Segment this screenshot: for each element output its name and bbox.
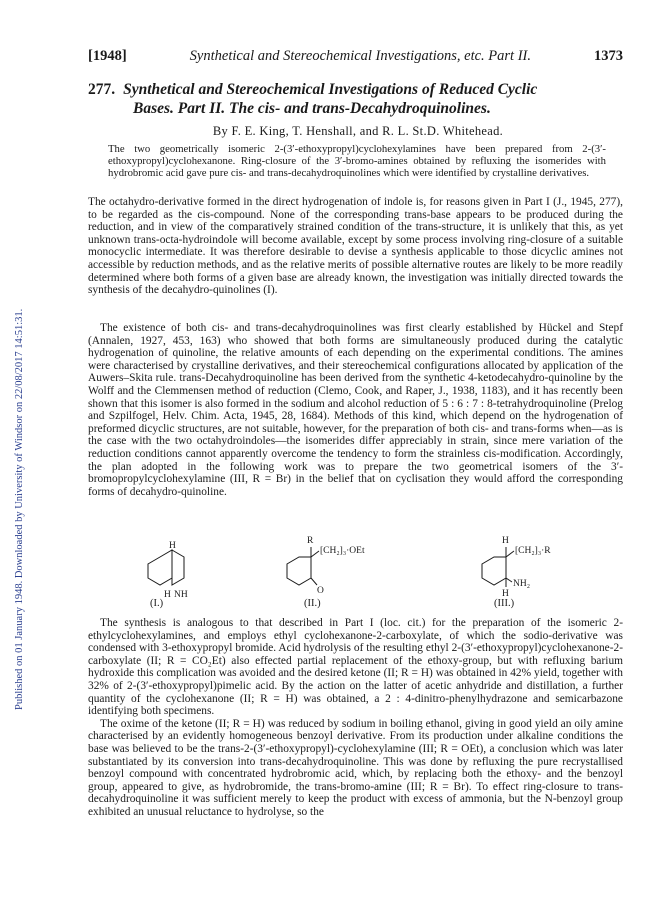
author-line: By F. E. King, T. Henshall, and R. L. St.D. Whitehead. xyxy=(212,124,504,138)
body-block-2 xyxy=(88,322,623,498)
structure-I-drawing xyxy=(140,543,200,598)
title-line-1: Synthetical and Stereochemical Investigations of Reduced Cyclic xyxy=(123,81,538,98)
header-running-title: Synthetical and Stereochemical Investigations, etc. Part II. xyxy=(189,48,531,64)
article-number: 277. xyxy=(88,81,116,98)
structure-II-r: R xyxy=(307,536,314,546)
structure-I-h-bottom: H xyxy=(164,590,171,600)
structure-III-nh2: NH₂ xyxy=(513,579,531,589)
structure-II xyxy=(283,536,393,615)
download-watermark xyxy=(2,150,25,710)
paragraph-2: The existence of both cis- and trans-decahydroquinolines was first clearly established by Hückel and Stepf (Annalen, 1927, 453, 163) who showed that both forms are simultaneously produced during the catalytic hydrogenation of quinoline, the relative amounts of each depending on the experimental conditions. The amines were characterised by crystalline derivatives, and their stereochemical configurations allocated by application of the Auwers–Skita rule. trans-Decahydroquinoline has been derived from the synthetic 4-ketodecahydro-quinoline by the Wolff and the Clemmensen method of reduction (Clemo, Cook, and Raper, J., 1938, 1183), and it has recently been shown that this isomer is also formed in the sodium and alcohol reduction of 5 : 6 : 7 : 8-tetrahydroquinoline (Prelog and Szpilfogel, Helv. Chim. Acta, 1945, 28, 1684). Methods of this kind, which depend on the hydrogenation of preformed dicyclic structures, are not suitable, however, for the preparation of both cis- and trans-forms when—as is the case with the two octahydroindoles—the isomerides differ appreciably in strain, since mere variation of the reduction conditions cannot apparently overcome the tendency to form the strainless cis-modification. Accordingly, the plan adopted in the following work was to prepare the two geometrical isomers of the 3′-bromopropylcyclohexylamine (III, R = Br) in the belief that on cyclisation they would afford the corresponding forms of decahydro-quinoline. xyxy=(88,322,623,498)
paragraph-4: The oxime of the ketone (II; R = H) was reduced by sodium in boiling ethanol, giving in good yield an oily amine characterised by an evidently homogeneous benzoyl derivative. From its production under alkaline conditions the base was believed to be the trans-2-(3′-ethoxypropyl)-cyclohexylamine (III; R = OEt), a conclusion which was later substantiated by its conversion into trans-decahydroquinoline. This was done by refluxing the pure recrystallised benzoyl compound with concentrated hydrobromic acid, which, by replacing both the ethoxy- and the benzoyl group, appeared to give, as hydrobromide, the trans-bromo-amine (III; R = Br). To effect ring-closure to trans-decahydroquinoline it was sufficient merely to keep the product with excess of ammonia, but the N-benzoyl group exhibited an unusual reluctance to hydrolyse, so the xyxy=(88,717,623,818)
body-block-1 xyxy=(88,196,623,297)
title-line-2: Bases. Part II. The cis- and trans-Decahydroquinolines. xyxy=(133,100,491,117)
download-watermark-text: Published on 01 January 1948. Downloaded by University of Windsor on 22/08/2017 14:51:31. xyxy=(14,308,25,710)
article-title xyxy=(88,80,628,118)
abstract-text: The two geometrically isomeric 2-(3′-ethoxypropyl)cyclohexylamines have been prepared from 2-(3′-ethoxypropyl)cyclohexanone. Ring-closure of the 3′-bromo-amines obtained by refluxing the isomerides with hydrobromic acid gave pure cis- and trans-decahydroquinolines which were identified by crystalline derivatives. xyxy=(108,143,606,180)
structure-I xyxy=(140,543,200,615)
paragraph-3: The synthesis is analogous to that described in Part I (loc. cit.) for the preparation of the isomeric 2-ethylcyclohexylamines, and employs ethyl cyclohexanone-2-carboxylate, of which the sodio-derivative was condensed with 3-ethoxypropyl bromide. Acid hydrolysis of the resulting ethyl 2-(3′-ethoxypropyl)cyclohexanone-2-carboxylate (II; R = CO₂Et) also effected partial replacement of the ethoxy-group, but with refluxing barium hydroxide this complication was avoided and the desired ketone (II; R = H) was obtained in 42% yield, together with 32% of 2-(3′-ethoxypropyl)pimelic acid. By the action on the latter of acetic anhydride and distillation, a further quantity of the cyclohexanone (II; R = H) was obtained, a 2 : 4-dinitro-phenylhydrazone and semicarbazone identifying both specimens. xyxy=(88,617,623,718)
paragraph-1: The octahydro-derivative formed in the direct hydrogenation of indole is, for reasons given in Part I (J., 1945, 277), to be regarded as the cis-compound. None of the corresponding trans-base appears to be produced during the reduction, and in view of the comparatively strained condition of the trans-structure, it is unlikely that this, as yet unknown trans-octa-hydroindole will become available, except by some process involving ring-closure of a suitable monocyclic intermediate. It was therefore desirable to devise a synthesis applicable to those dicyclic amines not accessible by reduction methods, and as the relative merits of possible alternative routes are likely to be more readily determined where both forms of a given base are already known, the investigation was initially directed towards the synthesis of the decahydro-quinolines (I). xyxy=(88,196,623,297)
structure-III-label: (III.) xyxy=(494,598,515,609)
structure-III-h-bottom: H xyxy=(502,589,509,599)
structure-I-h-top: H xyxy=(169,541,176,551)
structure-II-drawing xyxy=(283,536,393,598)
abstract xyxy=(108,143,606,180)
structure-II-chain: [CH₂]₃·OEt xyxy=(320,546,365,556)
structure-III-drawing xyxy=(478,536,588,599)
structure-II-o: O xyxy=(317,586,324,596)
structure-III-chain: [CH₂]₃·R xyxy=(515,546,551,556)
header-page-number: 1373 xyxy=(594,48,623,64)
body-block-3 xyxy=(88,617,623,819)
structure-I-label: (I.) xyxy=(150,598,164,609)
structure-II-label: (II.) xyxy=(304,598,321,609)
running-header xyxy=(88,48,623,65)
header-year: [1948] xyxy=(88,48,127,64)
structure-I-nh: NH xyxy=(174,590,188,600)
structure-III-h-top: H xyxy=(502,536,509,546)
